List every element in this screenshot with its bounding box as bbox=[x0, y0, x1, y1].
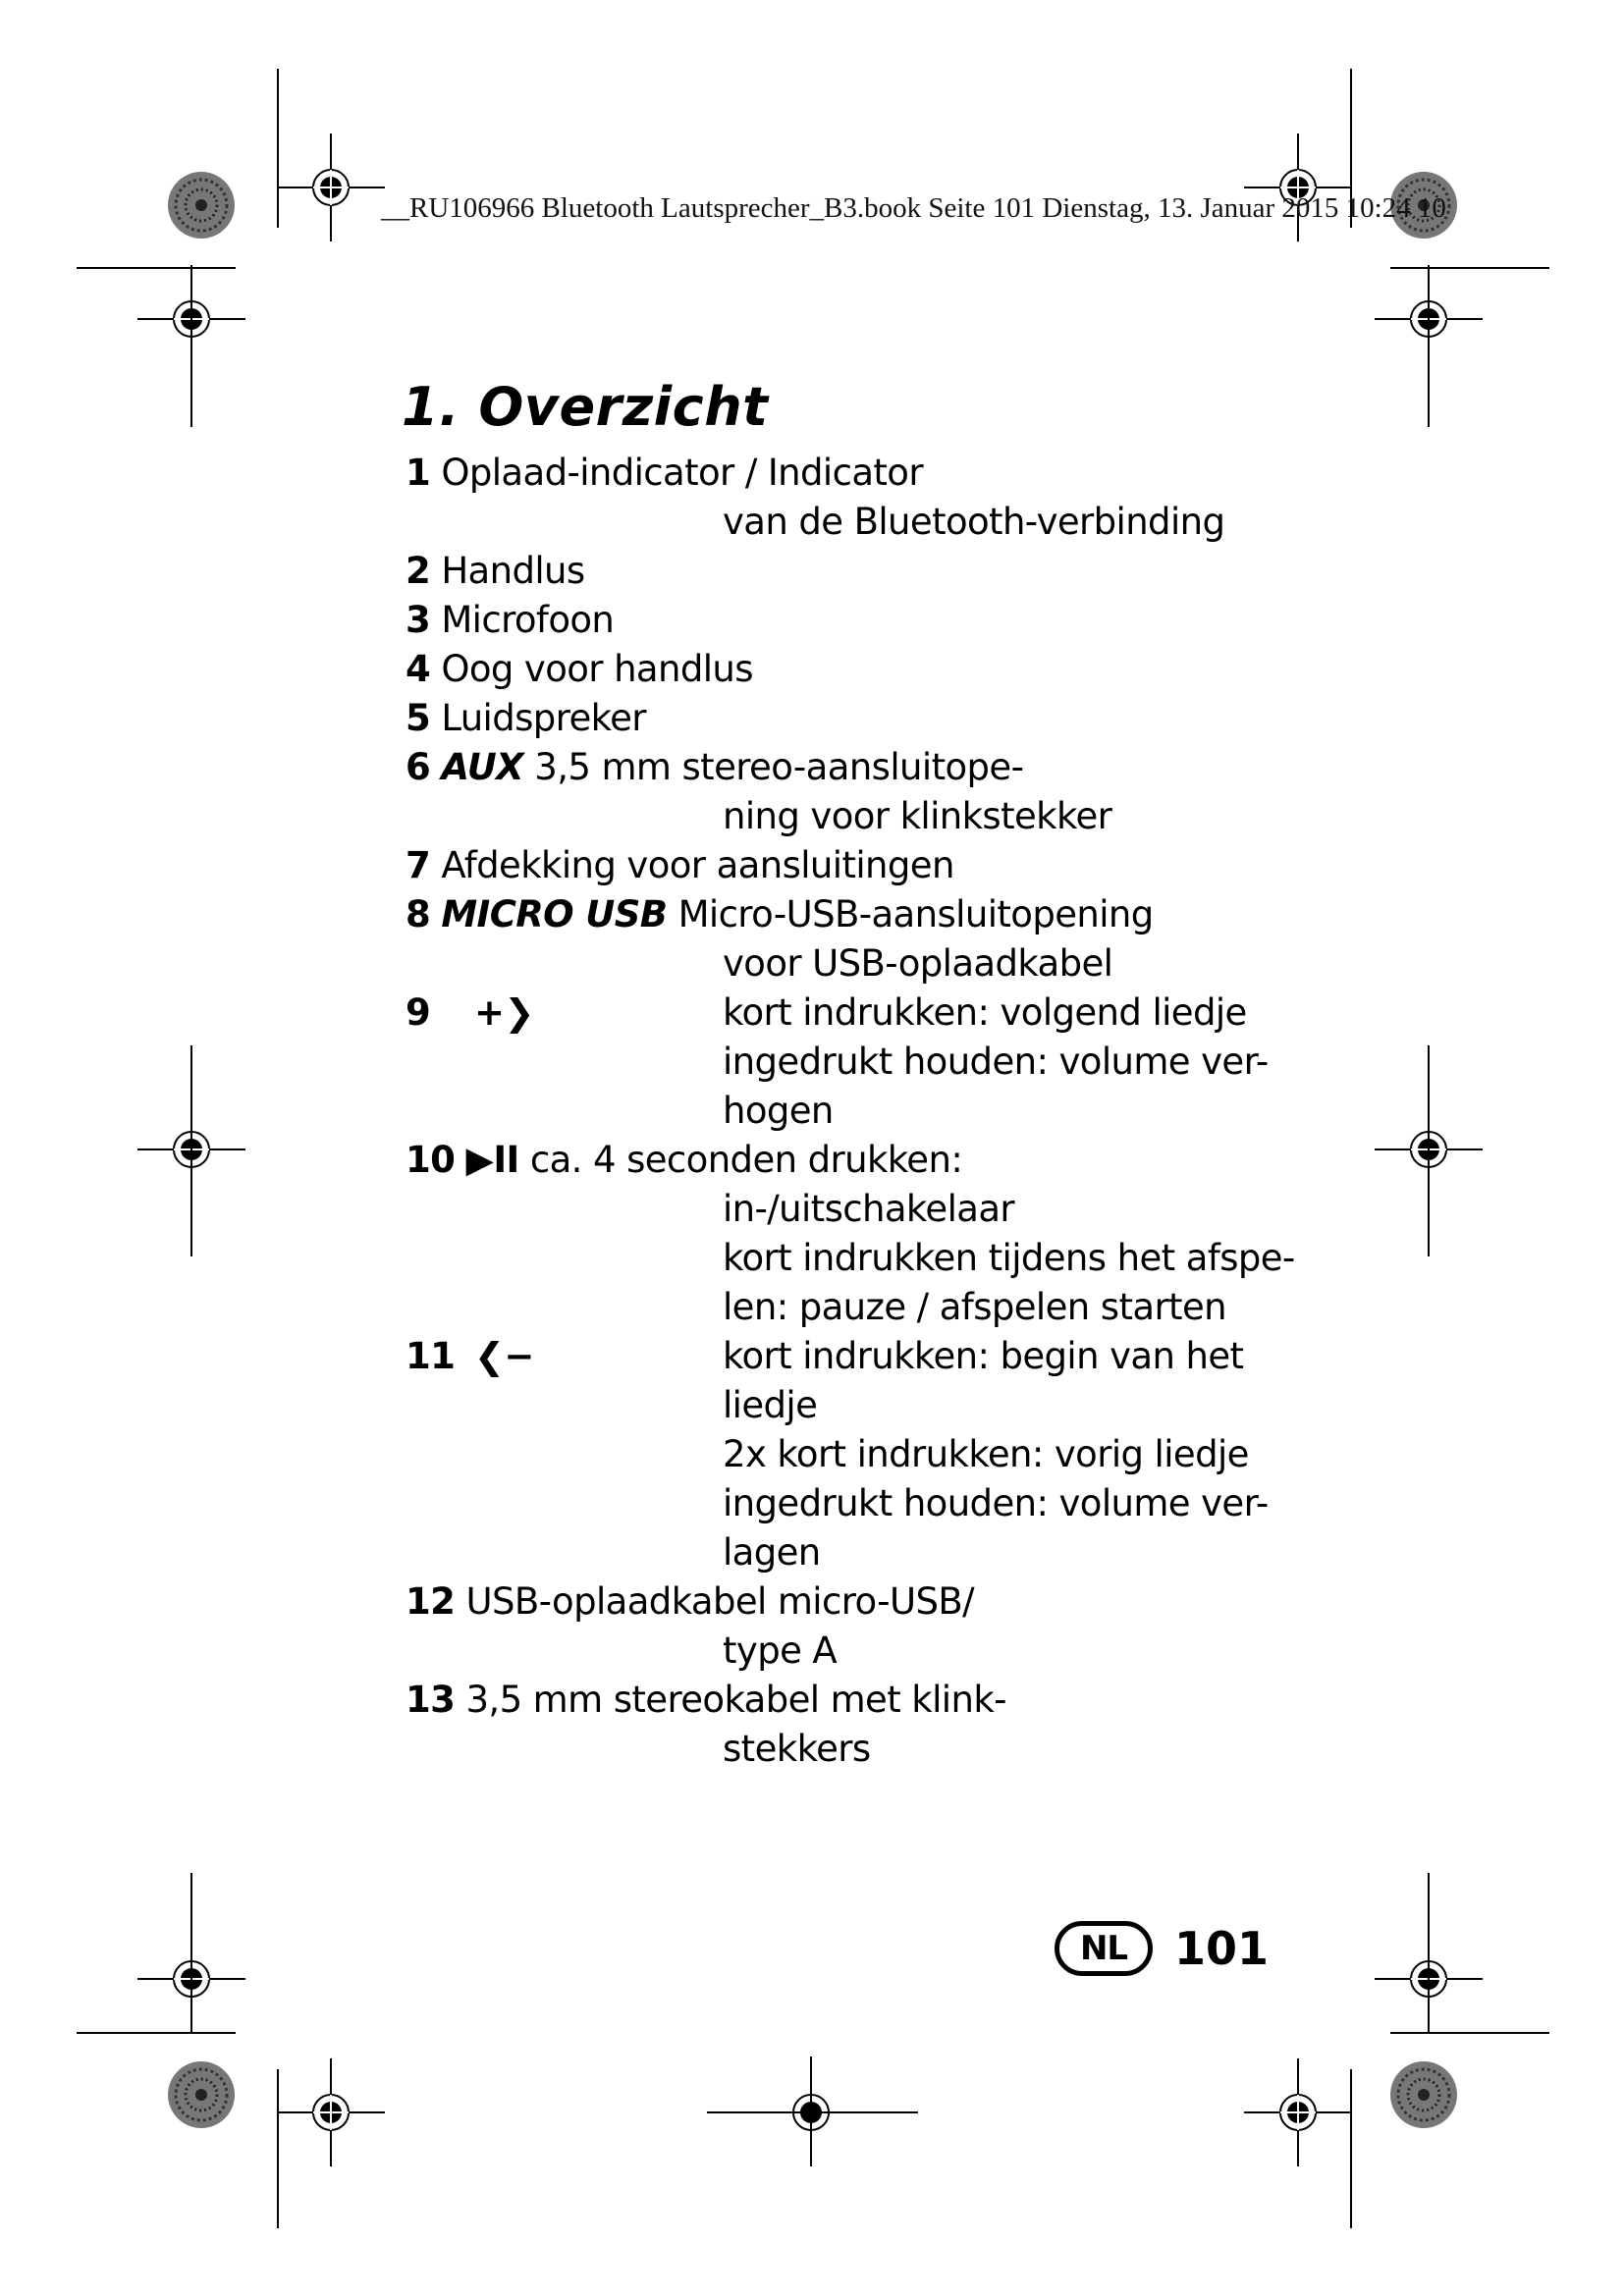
item-text: len: pauze / afspelen starten bbox=[723, 1286, 1226, 1328]
registration-mark-icon bbox=[277, 2058, 385, 2166]
registration-mark-icon bbox=[277, 133, 385, 241]
item-number: 8 bbox=[406, 893, 431, 935]
item-key-label: AUX bbox=[441, 746, 524, 788]
item-text: Afdekking voor aansluitingen bbox=[441, 844, 954, 886]
item-number: 11 bbox=[406, 1335, 456, 1377]
item-number: 1 bbox=[406, 452, 431, 494]
registration-mark-icon bbox=[1244, 2058, 1352, 2166]
item-text: USB-oplaadkabel micro-USB/ bbox=[465, 1580, 974, 1623]
list-item-continuation bbox=[406, 1185, 1309, 1234]
item-number: 3 bbox=[406, 599, 431, 641]
list-item-continuation bbox=[406, 939, 1309, 988]
overview-section bbox=[402, 376, 1309, 1774]
item-key-label: MICRO USB bbox=[441, 893, 668, 935]
item-number: 12 bbox=[406, 1580, 456, 1623]
item-text: Luidspreker bbox=[441, 697, 646, 739]
item-number: 10 bbox=[406, 1139, 456, 1181]
list-item-continuation bbox=[406, 498, 1309, 547]
list-item bbox=[406, 645, 1309, 694]
language-badge: NL bbox=[1055, 1921, 1153, 1976]
item-text: in-/uitschakelaar bbox=[723, 1188, 1015, 1230]
item-number: 9 bbox=[406, 991, 431, 1034]
item-number: 6 bbox=[406, 746, 431, 788]
list-item bbox=[406, 1332, 1309, 1381]
list-item bbox=[406, 841, 1309, 890]
color-target-icon bbox=[168, 2061, 235, 2128]
list-item-continuation bbox=[406, 1627, 1309, 1676]
section-title: 1. Overzicht bbox=[402, 376, 769, 438]
item-text: ca. 4 seconden drukken: bbox=[529, 1139, 963, 1181]
list-item-continuation bbox=[406, 1038, 1309, 1087]
list-item bbox=[406, 1577, 1309, 1627]
item-text: stekkers bbox=[723, 1728, 871, 1770]
volume-down-previous-icon: ❮− bbox=[474, 1335, 534, 1377]
item-text: ning voor klinkstekker bbox=[723, 795, 1112, 837]
volume-up-next-icon: +❯ bbox=[474, 991, 534, 1034]
list-item bbox=[406, 1136, 1309, 1185]
list-item bbox=[406, 988, 1309, 1038]
item-text: kort indrukken: volgend liedje bbox=[723, 991, 1247, 1034]
item-text: Microfoon bbox=[441, 599, 615, 641]
print-slug: __RU106966 Bluetooth Lautsprecher_B3.book Seite 101 Dienstag, 13. Januar 2015 10:24 10 bbox=[381, 192, 1446, 224]
list-item bbox=[406, 547, 1309, 596]
list-item bbox=[406, 743, 1309, 792]
item-text: ingedrukt houden: volume ver- bbox=[723, 1041, 1269, 1083]
list-item-continuation bbox=[406, 1725, 1309, 1774]
item-text: 3,5 mm stereo-aansluitope- bbox=[534, 746, 1024, 788]
color-target-icon bbox=[168, 172, 235, 239]
list-item-continuation bbox=[406, 1283, 1309, 1332]
item-text: voor USB-oplaadkabel bbox=[723, 942, 1113, 985]
item-text: liedje bbox=[723, 1384, 818, 1426]
item-number: 2 bbox=[406, 550, 431, 592]
list-item-continuation bbox=[406, 1381, 1309, 1430]
list-item-continuation bbox=[406, 1528, 1309, 1577]
item-text: lagen bbox=[723, 1531, 821, 1574]
list-item bbox=[406, 890, 1309, 939]
item-text: 3,5 mm stereokabel met klink- bbox=[465, 1679, 1006, 1721]
item-text: van de Bluetooth-verbinding bbox=[723, 501, 1225, 543]
list-item-continuation bbox=[406, 1479, 1309, 1528]
page-footer bbox=[1055, 1917, 1269, 1980]
list-item bbox=[406, 1676, 1309, 1725]
item-text: kort indrukken: begin van het bbox=[723, 1335, 1244, 1377]
item-text: Handlus bbox=[441, 550, 585, 592]
list-item bbox=[406, 694, 1309, 743]
item-number: 4 bbox=[406, 648, 431, 690]
list-item bbox=[406, 596, 1309, 645]
item-text: hogen bbox=[723, 1090, 834, 1132]
list-item-continuation bbox=[406, 1087, 1309, 1136]
list-item-continuation bbox=[406, 1234, 1309, 1283]
item-text: ingedrukt houden: volume ver- bbox=[723, 1482, 1269, 1524]
item-number: 7 bbox=[406, 844, 431, 886]
item-text: type A bbox=[723, 1629, 838, 1672]
item-text: kort indrukken tijdens het afspe- bbox=[723, 1237, 1295, 1279]
item-text: Oog voor handlus bbox=[441, 648, 753, 690]
item-text: 2x kort indrukken: vorig liedje bbox=[723, 1433, 1249, 1475]
page-number: 101 bbox=[1174, 1922, 1270, 1975]
item-number: 5 bbox=[406, 697, 431, 739]
item-number: 13 bbox=[406, 1679, 456, 1721]
list-item bbox=[406, 449, 1309, 498]
play-pause-icon: ▶II bbox=[465, 1139, 519, 1181]
list-item-continuation bbox=[406, 792, 1309, 841]
list-item-continuation bbox=[406, 1430, 1309, 1479]
color-target-icon bbox=[1390, 2061, 1457, 2128]
item-text: Micro-USB-aansluitopening bbox=[677, 893, 1154, 935]
item-text: Oplaad-indicator / Indicator bbox=[441, 452, 923, 494]
